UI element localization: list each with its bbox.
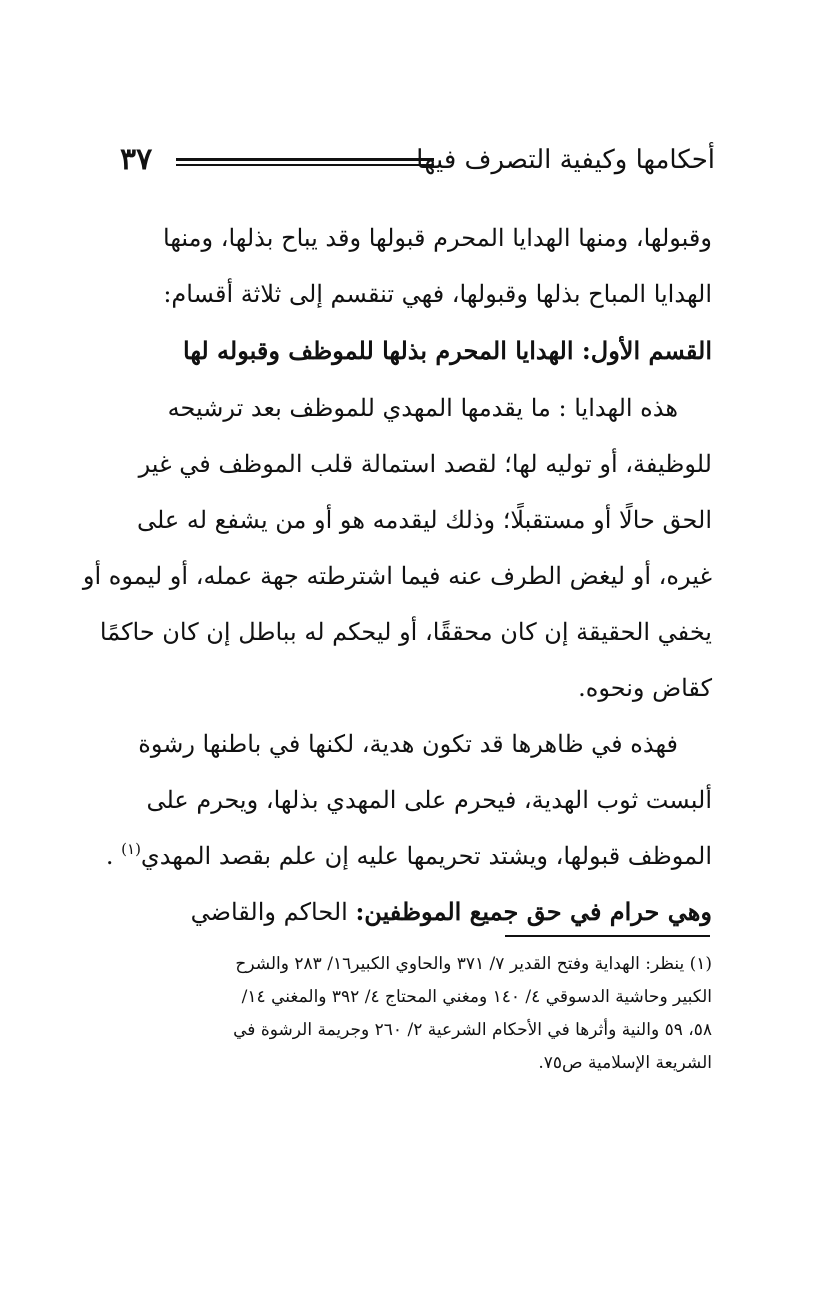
text-line: غيره، أو ليغض الطرف عنه فيما اشترطته جهة عمله، أو ليموه أو (82, 562, 712, 590)
bold-run: وهي حرام في حق جميع الموظفين: (355, 897, 712, 926)
header-double-rule (176, 158, 434, 168)
footnote-line: الكبير وحاشية الدسوقي ٤/ ١٤٠ ومغني المحتاج ٤/ ٣٩٢ والمغني ١٤/ (241, 987, 712, 1007)
text-line (112, 884, 712, 940)
text-line-with-footnote (105, 828, 712, 884)
text-line: ألبست ثوب الهدية، فيحرم على المهدي بذلها، ويحرم على (146, 786, 712, 814)
body-text (82, 210, 712, 940)
text-line: وقبولها، ومنها الهدايا المحرم قبولها وقد يباح بذلها، ومنها (163, 224, 712, 252)
text-line: كقاض ونحوه. (578, 674, 712, 702)
footnote-reference: (١) (121, 840, 141, 858)
running-header (110, 138, 715, 188)
text-line: هذه الهدايا : ما يقدمها المهدي للموظف بعد ترشيحه (167, 394, 678, 422)
running-title: أحكامها وكيفية التصرف فيها (416, 145, 715, 175)
text-line: يخفي الحقيقة إن كان محققًا، أو ليحكم له بباطل إن كان حاكمًا (99, 618, 712, 646)
section-heading: القسم الأول: الهدايا المحرم بذلها للموظف وقبوله لها (183, 336, 712, 365)
text-run: الحاكم والقاضي (190, 898, 348, 926)
footnotes (112, 948, 712, 1080)
text-line: الحق حالًا أو مستقبلًا؛ وذلك ليقدمه هو أو من يشفع له على (136, 506, 712, 534)
footnote-line: ٥٨، ٥٩ والنية وأثرها في الأحكام الشرعية ٢/ ٢٦٠ وجريمة الرشوة في (233, 1020, 712, 1040)
text-line: الهدايا المباح بذلها وقبولها، فهي تنقسم إلى ثلاثة أقسام: (163, 280, 712, 308)
footnote-separator (505, 935, 710, 937)
sentence-end: . (105, 842, 114, 870)
footnote-line: الشريعة الإسلامية ص٧٥. (538, 1053, 712, 1073)
text-line: فهذه في ظاهرها قد تكون هدية، لكنها في باطنها رشوة (138, 730, 678, 758)
footnote-line: (١) ينظر: الهداية وفتح القدير ٧/ ٣٧١ والحاوي الكبير١٦/ ٢٨٣ والشرح (235, 954, 712, 974)
page-number: ٣٧ (120, 142, 153, 177)
text-run: الموظف قبولها، ويشتد تحريمها عليه إن علم بقصد المهدي (140, 842, 712, 870)
text-line: للوظيفة، أو توليه لها؛ لقصد استمالة قلب الموظف في غير (138, 450, 712, 478)
